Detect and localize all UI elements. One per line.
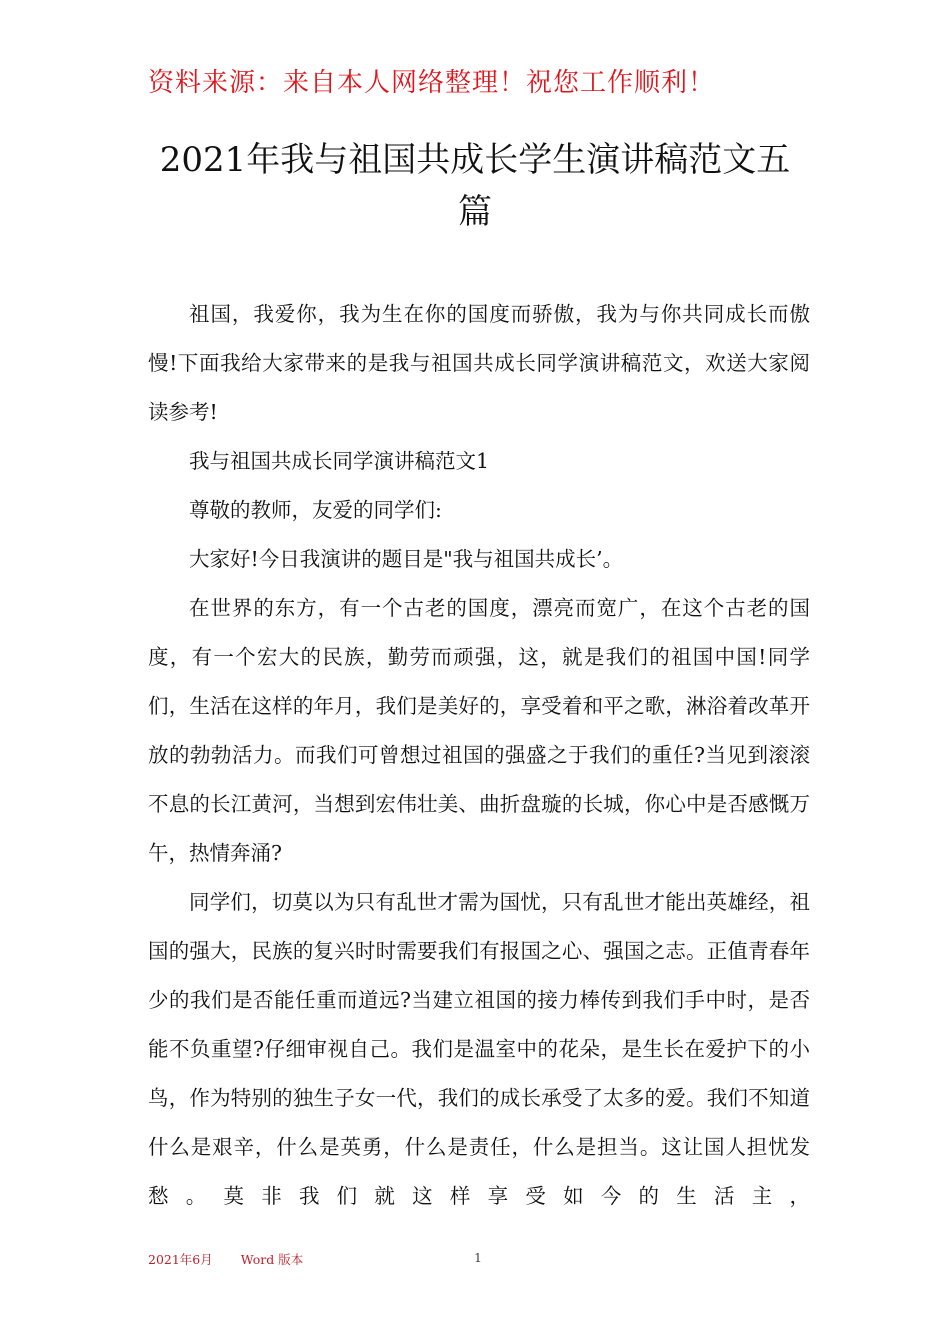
document-body bbox=[148, 290, 810, 1221]
page-footer bbox=[148, 1250, 482, 1268]
intro-paragraph: 祖国，我爱你，我为生在你的国度而骄傲，我为与你共同成长而傲慢!下面我给大家带来的是我与祖国共成长同学演讲稿范文，欢送大家阅读参考! bbox=[148, 302, 810, 424]
footer-date: 2021年6月 bbox=[148, 1252, 213, 1267]
section-heading: 我与祖国共成长同学演讲稿范文1 bbox=[189, 449, 490, 473]
greeting-paragraph: 大家好!今日我演讲的题目是"我与祖国共成长’。 bbox=[189, 547, 624, 571]
salutation-paragraph: 尊敬的教师，友爱的同学们: bbox=[189, 498, 442, 522]
footer-version: Word 版本 bbox=[240, 1252, 304, 1267]
body-paragraph: 同学们，切莫以为只有乱世才需为国忧，只有乱世才能出英雄经，祖国的强大，民族的复兴时时需要我们有报国之心、强国之志。正值青春年少的我们是否能任重而道远?当建立祖国的接力棒传到我们手中时，是否能不负重望?仔细审视自己。我们是温室中的花朵，是生长在爱护下的小鸟，作为特别的独生子女一代，我们的成长承受了太多的爱。我们不知道什么是艰辛，什么是英勇，什么是责任，什么是担当。这让国人担忧发愁。莫非我们就这样享受如今的生活主， bbox=[148, 890, 810, 1208]
page-number: 1 bbox=[474, 1250, 482, 1265]
document-title bbox=[110, 134, 840, 238]
title-line-2: 篇 bbox=[458, 192, 492, 232]
title-line-1: 2021年我与祖国共成长学生演讲稿范文五 bbox=[159, 140, 791, 180]
body-paragraph: 在世界的东方，有一个古老的国度，漂亮而宽广，在这个古老的国度，有一个宏大的民族，勤劳而顽强，这，就是我们的祖国中国!同学们，生活在这样的年月，我们是美好的，享受着和平之歌，淋浴着改革开放的勃勃活力。而我们可曾想过祖国的强盛之于我们的重任?当见到滚滚不息的长江黄河，当想到宏伟壮美、曲折盘璇的长城，你心中是否感慨万午，热情奔涌? bbox=[148, 596, 810, 865]
source-header: 资料来源：来自本人网络整理！祝您工作顺利！ bbox=[148, 68, 716, 98]
